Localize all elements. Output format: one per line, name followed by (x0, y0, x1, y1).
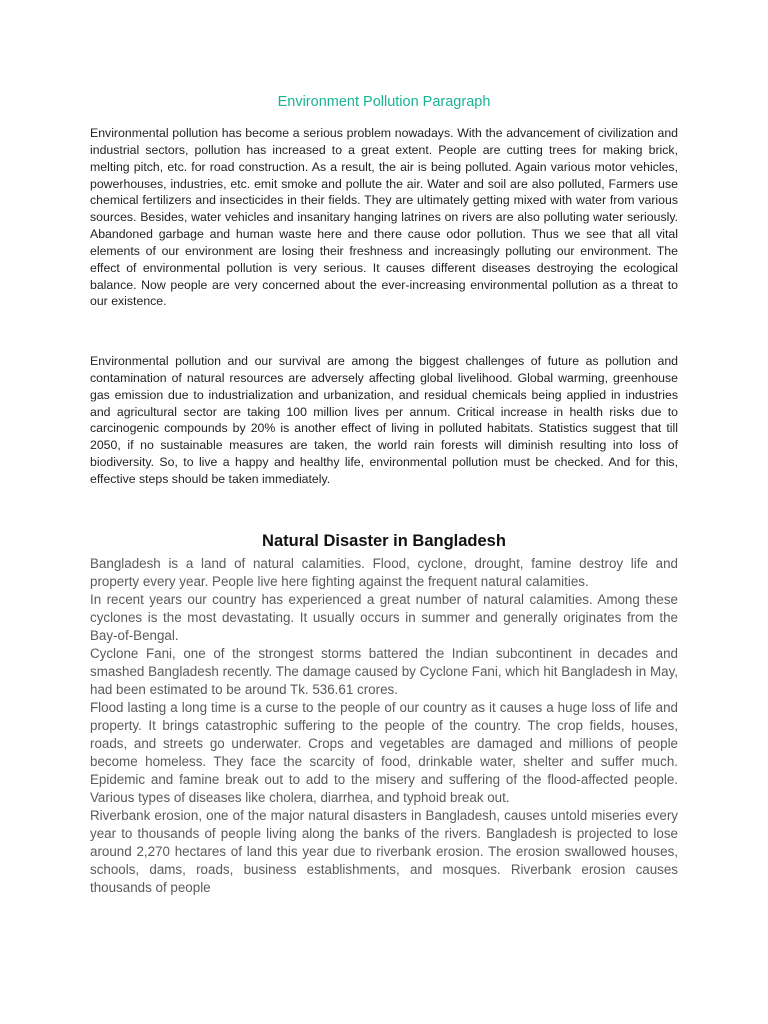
section2-title: Natural Disaster in Bangladesh (262, 532, 506, 550)
section2-body (90, 555, 678, 897)
section2-paragraph-5: Riverbank erosion, one of the major natural disasters in Bangladesh, causes untold miseries every year to thousands of people living along the banks of the rivers. Bangladesh is projected to lose around 2,270 hectares of land this year due to riverbank erosion. The erosion swallowed houses, schools, dams, roads, business establishments, and mosques. Riverbank erosion causes thousands of people (90, 808, 678, 895)
section2-paragraph-4: Flood lasting a long time is a curse to the people of our country as it causes a huge loss of life and property. It brings catastrophic suffering to the people of the country. The crop fields, houses, roads, and streets go underwater. Crops and vegetables are damaged and millions of people become homeless. They face the scarcity of food, drinkable water, shelter and suffer much. Epidemic and famine break out to add to the misery and suffering of the flood-affected people. Various types of diseases like cholera, diarrhea, and typhoid break out. (90, 700, 678, 805)
section2-paragraph-1: Bangladesh is a land of natural calamities. Flood, cyclone, drought, famine destroy life and property every year. People live here fighting against the frequent natural calamities. (90, 556, 678, 589)
section1-paragraph-2: Environmental pollution and our survival are among the biggest challenges of future as pollution and contamination of natural resources are adversely affecting global livelihood. Global warming, greenhouse gas emission due to industrialization and urbanization, and residual chemicals being applied in industries and agricultural sector are taking 100 million lives per annum. Critical increase in health risks due to carcinogenic compounds by 20% is another effect of living in polluted habitats. Statistics suggest that till 2050, if no sustainable measures are taken, the world rain forests will diminish resulting into loss of biodiversity. So, to live a happy and healthy life, environmental pollution must be checked. And for this, effective steps should be taken immediately. (90, 354, 678, 486)
section1-paragraph-1: Environmental pollution has become a serious problem nowadays. With the advancement of civilization and industrial sectors, pollution has increased to a great extent. People are cutting trees for making brick, melting pitch, etc. for road construction. As a result, the air is being polluted. Again various motor vehicles, powerhouses, industries, etc. emit smoke and pollute the air. Water and soil are also polluted, Farmers use chemical fertilizers and insecticides in their fields. They are ultimately getting mixed with water from various sources. Besides, water vehicles and insanitary hanging latrines on rivers are also polluting water seriously. Abandoned garbage and human waste here and there cause odor pollution. Thus we see that all vital elements of our environment are losing their freshness and increasingly polluting our environment. The effect of environmental pollution is very serious. It causes different diseases destroying the ecological balance. Now people are very concerned about the ever-increasing environmental pollution as a threat to our existence. (90, 126, 678, 309)
section2-paragraph-2: In recent years our country has experienced a great number of natural calamities. Among these cyclones is the most devastating. It usually occurs in summer and generally originates from the Bay-of-Bengal. (90, 592, 678, 643)
section2-paragraph-3: Cyclone Fani, one of the strongest storms battered the Indian subcontinent in decades and smashed Bangladesh recently. The damage caused by Cyclone Fani, which hit Bangladesh in May, had been estimated to be around Tk. 536.61 crores. (90, 646, 678, 697)
section1-title: Environment Pollution Paragraph (277, 94, 491, 110)
